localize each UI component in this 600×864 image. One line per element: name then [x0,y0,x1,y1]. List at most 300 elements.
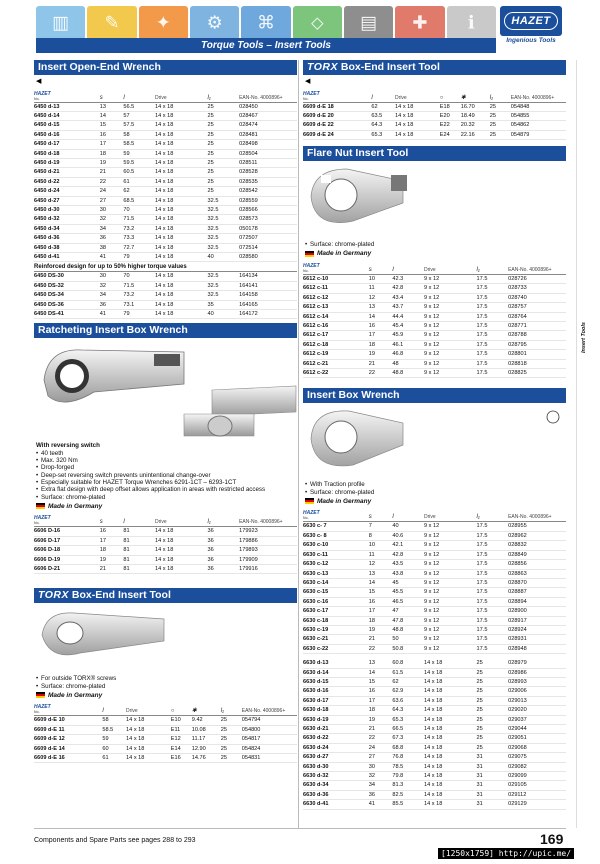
table-cell: 32.5 [208,196,240,205]
table-cell: 9 x 12 [424,578,477,587]
table-cell: 9 x 12 [424,340,477,349]
table-cell: 41 [100,253,124,262]
table-cell: 6450 d-17 [34,140,100,149]
table-cell: 25 [221,735,242,744]
table-cell: 9 x 12 [424,550,477,559]
table-cell: 9 x 12 [424,303,477,312]
table-cell: 6630 d-36 [303,790,369,799]
table-cell: 14 x 18 [155,527,208,536]
german-flag-icon [305,251,314,257]
table-cell: 6609 d-E 11 [34,725,102,734]
table-cell: 6450 DS-41 [34,310,100,319]
table-cell: 029112 [508,790,566,799]
column-label: l₁ [476,514,480,521]
table-row [303,284,566,293]
table-cell: 6609 d-E 14 [34,744,102,753]
table-cell: 14 x 18 [126,725,171,734]
table-cell: 028887 [508,588,566,597]
column-header [424,259,477,274]
table-cell: 164158 [239,291,297,300]
table-cell: 14 [369,312,393,321]
table-cell: 31 [477,762,509,771]
table-cell: 63.5 [371,111,395,120]
table-row [303,725,566,734]
sidebar-line [576,60,577,828]
table-row [303,331,566,340]
table-cell: 9 x 12 [424,625,477,634]
table-cell: 71.5 [123,215,155,224]
table-cell: 054824 [242,744,297,753]
table-cell: 40 [208,310,240,319]
table-cell: 45.5 [392,588,424,597]
table-cell: 18 [100,149,124,158]
table-row [303,800,566,809]
feature-bullet: • Surface: chrome-plated [305,489,566,496]
table-cell: 56.5 [123,102,155,111]
table-cell: 60 [102,744,126,753]
table-cell: 14 x 18 [424,800,477,809]
table-cell: 6450 d-16 [34,130,100,139]
table-cell: 6630 c-13 [303,569,369,578]
column-header [392,507,424,522]
table-cell: 13 [100,102,124,111]
table-cell: 14.76 [192,754,221,763]
table-cell: 82.5 [392,790,424,799]
table-cell: 14 x 18 [155,224,208,233]
table-cell: 17 [369,607,393,616]
table-cell: 6606 D-19 [34,555,100,564]
category-tab-1[interactable] [36,6,85,40]
table-cell: 32 [369,772,393,781]
table-cell: 12 [369,560,393,569]
table-cell: 79 [123,310,155,319]
table-cell: 028870 [508,578,566,587]
table-cell: 18 [100,546,124,555]
column-header [303,87,371,102]
column-header [369,507,393,522]
table-body [34,272,297,319]
table-row [303,531,566,540]
column-label: Drive [423,266,436,273]
table-cell: 17.5 [477,635,509,644]
category-tab-7[interactable] [344,6,393,40]
table-row [303,625,566,634]
table-cell: 32.5 [208,205,240,214]
column-header [171,701,192,716]
table-cell: 16.70 [461,102,490,111]
table-cell: 45.4 [392,321,424,330]
page-number: 169 [540,831,564,847]
table-row [34,754,297,763]
table-cell: 6630 d-17 [303,696,369,705]
column-label: EAN-No. 4000896+ [239,94,283,101]
table-cell: 028504 [239,149,297,158]
torx-brand: TORX [307,61,338,73]
triangle-marker-icon: ◀ [36,78,42,85]
table-cell: 11 [369,550,393,559]
column-label: l [392,514,394,521]
table-cell: 73.2 [123,291,155,300]
section-ratchet [34,323,297,574]
feature-bullet: • Max. 320 Nm [36,457,297,464]
table-cell: 14 x 18 [424,696,477,705]
table-row [34,310,297,319]
table-cell: 48 [392,359,424,368]
column-label: Drive [126,708,138,715]
table-cell: 7 [369,522,393,531]
table-cell: 028900 [508,607,566,616]
table-cell: 6609 d-E 12 [34,735,102,744]
table-cell: 17.5 [477,597,509,606]
table-row [303,644,566,653]
table-row [303,274,566,283]
table-row [34,205,297,214]
column-label: s [99,94,103,101]
table-cell: 40 [392,522,424,531]
table-cell: 072514 [239,243,297,252]
table-row [303,303,566,312]
category-tab-4[interactable] [190,6,239,40]
table-cell: 054862 [511,121,566,130]
table-cell: 17.5 [477,331,509,340]
table-cell: 61 [102,754,126,763]
table-row [303,635,566,644]
table-header [34,87,297,102]
table-cell: 14 x 18 [155,310,208,319]
table-cell: 6612 c-22 [303,368,369,377]
column-label: l [123,94,125,101]
table-cell: 14 x 18 [424,753,477,762]
table-cell: 164172 [239,310,297,319]
table-cell: 16 [100,130,124,139]
hazet-mini-logo: HAZET [34,704,51,711]
table-cell: 79.8 [392,772,424,781]
table-row [34,716,297,725]
column-header [461,87,490,102]
table-row [34,168,297,177]
table-cell: 25 [208,140,240,149]
table-cell: 32.5 [208,243,240,252]
table-cell: 65.3 [392,715,424,724]
table-cell: 6630 d-30 [303,762,369,771]
table-cell: 6630 d-22 [303,734,369,743]
table-cell: 16 [369,597,393,606]
table-cell: 14 x 18 [395,111,440,120]
table-row [303,293,566,302]
table-cell: 6612 c-17 [303,331,369,340]
column-header [424,507,477,522]
table-cell: 19 [369,625,393,634]
table-cell: 6630 d-14 [303,668,369,677]
table-cell: 6609 d-E 22 [303,121,371,130]
table-cell: 70 [123,272,155,281]
table-header [34,512,297,527]
feature-bullet: • Surface: chrome-plated [36,683,297,690]
table-row [303,687,566,696]
table-cell: 59 [102,735,126,744]
table-cell: 31 [477,781,509,790]
table-cell: 25 [490,111,511,120]
column-header [508,507,566,522]
table-row [34,158,297,167]
column-label: ○ [170,708,175,715]
table-cell: 25 [221,744,242,753]
table-cell: 10 [369,541,393,550]
table-cell: 36 [208,555,240,564]
table-cell: 14 x 18 [424,677,477,686]
table-cell: 66.5 [392,725,424,734]
table-cell: 14 x 18 [155,121,208,130]
table-cell: 31 [477,753,509,762]
table-cell: E24 [440,130,461,139]
category-tab-5[interactable] [241,6,290,40]
table-cell: 9 x 12 [424,321,477,330]
table-cell: 36 [208,536,240,545]
table-cell: 054794 [242,716,297,725]
table-cell: 9 x 12 [424,541,477,550]
table-cell: 028559 [239,196,297,205]
image-credit: [1250x1759] http://upic.me/ [438,848,574,859]
table-cell: 25 [208,168,240,177]
feature-bullet: • Deep-set reversing switch prevents unintentional change-over [36,472,297,479]
table-cell: 164134 [239,272,297,281]
feature-bullet: • Extra flat design with deep offset allows application in areas with restricted access [36,486,297,493]
table-row [34,735,297,744]
table-cell: 32 [100,215,124,224]
table-cell: 32 [100,281,124,290]
column-divider [298,60,299,828]
table-cell: 72.7 [123,243,155,252]
table-cell: 6630 d-32 [303,772,369,781]
table-cell: 6612 c-14 [303,312,369,321]
table-cell: 9 x 12 [424,359,477,368]
table-cell: 6450 d-24 [34,187,100,196]
table-cell: 6450 DS-34 [34,291,100,300]
table-row [303,359,566,368]
table-cell: 6606 D-18 [34,546,100,555]
table-cell: 14 x 18 [155,564,208,573]
table-cell: 028832 [508,541,566,550]
table-cell: 25 [477,715,509,724]
table-cell: 60.5 [123,168,155,177]
table-cell: 14 x 18 [424,706,477,715]
flare-features [305,241,566,248]
table-cell: 164141 [239,281,297,290]
table-cell: 6630 d-41 [303,800,369,809]
column-header [303,259,369,274]
table-cell: 14 x 18 [155,140,208,149]
table-cell: 25 [477,743,509,752]
section-flare [303,146,566,378]
reinforced-table [34,271,297,319]
table-cell: 48.8 [392,368,424,377]
category-tab-8[interactable] [395,6,444,40]
column-label: s [368,266,372,273]
flare-tool-image [303,163,566,239]
column-label: s [99,519,103,526]
table-row [34,102,297,111]
column-label: EAN-No. 4000896+ [508,266,552,273]
table-cell: 32.5 [208,234,240,243]
table-cell: 179886 [239,536,297,545]
table-cell: 32.5 [208,281,240,290]
table-cell: 68.8 [392,743,424,752]
table-cell: 6606 D-17 [34,536,100,545]
table-row [34,300,297,309]
table-cell: 028450 [239,102,297,111]
column-label: l₁ [220,708,224,715]
table-row [34,234,297,243]
section-title: TORX Box-End Insert Tool [34,588,297,603]
table-row [34,111,297,120]
feature-bullet: • Especially suitable for HAZET Torque Wrenches 6291-1CT – 6293-1CT [36,479,297,486]
category-tab-2[interactable] [87,6,136,40]
table-cell: 14 x 18 [155,243,208,252]
table-cell: 25 [477,706,509,715]
torx-tool-image [34,605,297,673]
table-cell: 40 [208,253,240,262]
table-cell: E14 [171,744,192,753]
column-label: No. [34,96,40,101]
table-cell: 81 [123,536,155,545]
table-row [303,753,566,762]
table-cell: 34 [100,224,124,233]
table-cell: 16 [369,687,393,696]
table-cell: 028757 [508,303,566,312]
hazet-mini-logo: HAZET [303,510,320,517]
table-cell: 14 x 18 [155,253,208,262]
table-cell: 21 [369,635,393,644]
table-cell: 6612 c-19 [303,350,369,359]
table-cell: 6450 DS-36 [34,300,100,309]
ratchet-features [36,442,297,500]
table-cell: 028726 [508,274,566,283]
table-cell: 179893 [239,546,297,555]
table-cell: 25 [490,121,511,130]
table-row [303,560,566,569]
table-cell: 9 x 12 [424,368,477,377]
table-cell: 25 [208,158,240,167]
table-cell: 14 x 18 [155,300,208,309]
table-row [303,550,566,559]
table-cell: 24 [100,187,124,196]
table-row [34,527,297,536]
table-cell: 9 x 12 [424,616,477,625]
table-cell: 18.49 [461,111,490,120]
table-cell: 12.90 [192,744,221,753]
table-cell: 028498 [239,140,297,149]
table-cell: 14 [369,578,393,587]
column-header [239,512,297,527]
table-row [303,790,566,799]
table-cell: 46.5 [392,597,424,606]
table-cell: 25 [477,734,509,743]
table-row [34,215,297,224]
table-row [303,696,566,705]
category-icon: ▤ [360,12,378,33]
table-header [303,259,566,274]
table-cell: 6612 c-13 [303,303,369,312]
column-header [34,87,100,102]
table-cell: 27 [369,753,393,762]
category-tabs [36,6,496,40]
table-cell: 62 [371,102,395,111]
table-cell: 67.3 [392,734,424,743]
table-cell: 17 [100,140,124,149]
table-cell: 17.5 [477,616,509,625]
table-row [303,668,566,677]
table-row [303,130,566,139]
table-row [303,715,566,724]
table-cell: 9 x 12 [424,522,477,531]
table-cell: 9 x 12 [424,274,477,283]
table-cell: 34 [369,781,393,790]
table-row [303,616,566,625]
table-row [303,541,566,550]
table-cell: 11.17 [192,735,221,744]
column-header [208,87,240,102]
table-cell: 25 [208,187,240,196]
feature-bullet: • With Traction profile [305,481,566,488]
category-tab-3[interactable] [139,6,188,40]
section-title: TORX Box-End Insert Tool [303,60,566,75]
category-tab-6[interactable] [293,6,342,40]
table-cell: 64.3 [371,121,395,130]
table-cell: 25 [208,130,240,139]
column-label: No. [303,516,309,521]
table-cell: 25 [208,121,240,130]
table-cell: 43.8 [392,569,424,578]
table-cell: 50.8 [392,644,424,653]
table-cell: 6630 d-16 [303,687,369,696]
table-cell: 6630 c- 7 [303,522,369,531]
table-cell: 9 x 12 [424,635,477,644]
open-end-table [34,87,297,262]
table-cell: 6450 d-14 [34,111,100,120]
table-cell: 19 [369,350,393,359]
table-cell: 029099 [508,772,566,781]
category-tab-9[interactable] [447,6,496,40]
table-cell: 36 [208,527,240,536]
table-body [303,274,566,377]
table-cell: 028863 [508,569,566,578]
table-cell: 24 [369,743,393,752]
column-label: l [102,708,104,715]
column-label: No. [34,710,40,715]
table-cell: 14 x 18 [155,149,208,158]
table-cell: 58 [123,130,155,139]
table-cell: 25 [477,677,509,686]
feature-bullet: • For outside TORX® screws [36,675,297,682]
table-cell: 13 [369,654,393,668]
table-cell: 029068 [508,743,566,752]
table-cell: 14 [100,111,124,120]
table-cell: 14 x 18 [424,687,477,696]
feature-bullet: • Surface: chrome-plated [305,241,566,248]
made-in-germany: Made in Germany [305,250,566,257]
table-cell: 47.8 [392,616,424,625]
table-cell: 21 [369,725,393,734]
column-header [123,512,155,527]
table-cell: 40.6 [392,531,424,540]
table-cell: 17.5 [477,578,509,587]
made-in-germany: Made in Germany [36,692,297,699]
table-row [303,597,566,606]
table-cell: 14 x 18 [155,158,208,167]
table-cell: 6450 d-34 [34,224,100,233]
table-cell: 6609 d-E 20 [303,111,371,120]
table-cell: 9 x 12 [424,560,477,569]
